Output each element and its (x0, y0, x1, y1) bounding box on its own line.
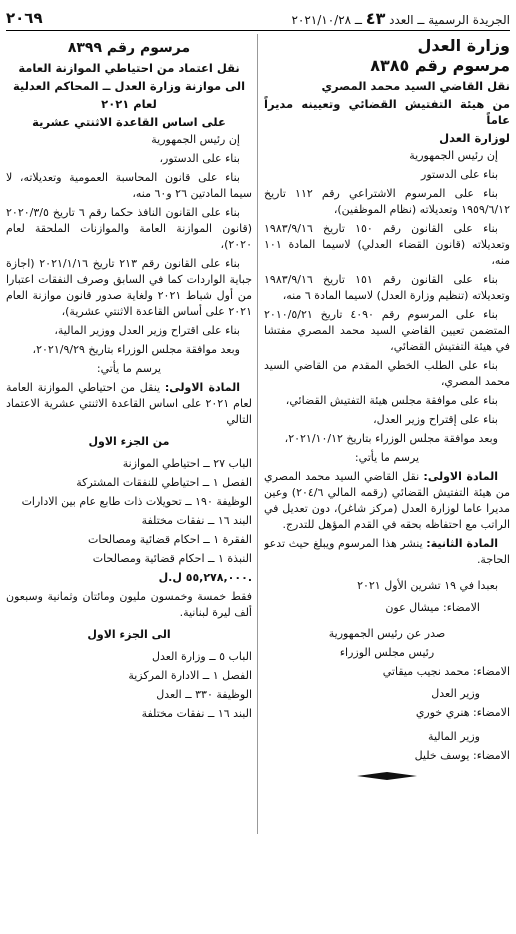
gazette-title: الجريدة الرسمية ــ العدد (389, 12, 510, 27)
preamble-line: بناء على إقتراح وزير العدل، (373, 413, 498, 426)
finance-minister-signature: الامضاء: يوسف خليل (414, 749, 510, 762)
preamble-line: بناء على المرسوم رقم ٤٠٩٠ تاريخ ٢٠١٠/٥/٢١ المتضمن تعيين القاضي السيد محمد المصري مفتشا في هيئة التفتيش القضائي، (264, 308, 510, 353)
section-end-ornament (357, 772, 417, 780)
article-label: المادة الثانية: (426, 537, 498, 550)
to-part-heading: الى الجزء الاول (87, 628, 171, 641)
issue-date: ــ ٢٠٢١/١٠/٢٨ (291, 12, 362, 27)
pm-title: رئيس مجلس الوزراء (339, 646, 435, 659)
article-1 (264, 469, 510, 533)
signing-date: بعبدا في ١٩ تشرين الأول ٢٠٢١ (357, 579, 498, 592)
preamble-line: إن رئيس الجمهورية (151, 133, 240, 146)
preamble-line: بناء على القانون رقم ٢١٣ تاريخ ٢٠٢١/١/١٦ (اجازة جباية الواردات كما في السابق وصرف النفقات اعتبارا من أول شباط ٢٠٢١ ولغاية صدور قانون موازنة العام ٢٠٢١ على أساس القاعدة الاثنتي عشرية)، (6, 257, 252, 318)
article-label: المادة الاولى: (164, 381, 240, 394)
preamble-line: بناء على القانون رقم ١٥١ تاريخ ١٩٨٣/٩/١٦ وتعديلاته (تنظيم وزارة العدل) لاسيما المادة ٦ منه، (264, 273, 510, 302)
running-header (291, 9, 510, 28)
decree-subject-line: الى موازنة وزارة العدل ــ المحاكم العدلية (12, 79, 246, 93)
ministry-heading: وزارة العدل (417, 36, 510, 55)
preamble-line: بناء على الدستور، (159, 152, 240, 165)
article-text: نقل القاضي السيد محمد المصري من هيئة التفتيش القضائي (رقمه المالي ٢٠٤/٦) وعين مديرا عاما لوزارة العدل (مركز شاغر)، دون تعديل في الراتب مع احتفاظه بحقه في القدم المؤهل للتدرج. (264, 470, 510, 531)
decree-title-8385: مرسوم رقم ٨٣٨٥ (370, 56, 510, 75)
page-number: ٢٠٦٩ (6, 9, 43, 27)
preamble-line: بناء على موافقة مجلس هيئة التفتيش القضائي، (285, 394, 498, 407)
justice-minister-signature: الامضاء: هنري خوري (415, 706, 510, 719)
decree-title-8399: مرسوم رقم ٨٣٩٩ (67, 40, 191, 56)
decrees-line: يرسم ما يأتي: (354, 451, 420, 464)
preamble-line: بناء على المرسوم الاشتراعي رقم ١١٢ تاريخ ١٩٥٩/٦/١٢ وتعديلاته (نظام الموظفين)، (264, 187, 510, 216)
article-text: ينقل من احتياطي الموازنة العامة لعام ٢٠٢١ على اساس القاعدة الاثنتي عشرية الاعتماد التالي (6, 381, 252, 426)
decree-subject-line: من هيئة التفتيش القضائي وتعيينه مديراً عاماً (264, 97, 510, 127)
preamble-line: بناء على القانون رقم ١٥٠ تاريخ ١٩٨٣/٩/١٦ وتعديلاته (قانون القضاء العدلي) لاسيما المادة ١٠١ منه، (264, 222, 510, 267)
preamble-line: بناء على قانون المحاسبة العمومية وتعديلاته، لا سيما المادتين ٢٦ و٦٠ منه، (6, 171, 252, 200)
budget-line: البند ١٦ ــ نفقات مختلفة (141, 707, 252, 720)
justice-minister-title: وزير العدل (431, 687, 480, 700)
budget-line: البند ١٦ ــ نفقات مختلفة (141, 514, 252, 527)
right-column (264, 36, 510, 780)
preamble-line: وبعد موافقة مجلس الوزراء بتاريخ ٢٠٢١/١٠/١٢، (284, 432, 498, 445)
preamble-line: بناء على الدستور (421, 168, 498, 181)
preamble-line: بناء على اقتراح وزير العدل ووزير المالية، (54, 324, 240, 337)
article-text: ينشر هذا المرسوم ويبلغ حيث تدعو الحاجة. (264, 537, 510, 566)
president-signature: الامضاء: ميشال عون (385, 601, 480, 614)
amount-in-words: فقط خمسة وخمسون مليون ومائتان وثمانية وسبعون ألف ليرة لبنانية. (6, 590, 252, 619)
budget-line: الفقرة ١ ــ احكام قضائية ومصالحات (87, 533, 252, 546)
preamble-line: وبعد موافقة مجلس الوزراء بتاريخ ٢٠٢١/٩/٢٩، (32, 343, 240, 356)
decree-subject-line: نقل القاضي السيد محمد المصري (321, 79, 510, 93)
decree-subject-line: لعام ٢٠٢١ (101, 97, 157, 111)
decrees-line: يرسم ما يأتي: (96, 362, 162, 375)
column-divider (257, 34, 258, 834)
preamble-line: بناء على الطلب الخطي المقدم من القاضي السيد محمد المصري، (264, 359, 510, 388)
article-2 (264, 536, 510, 568)
budget-line: الوظيفة ٣٣٠ ــ العدل (156, 688, 252, 701)
budget-line: الفصل ١ ــ احتياطي للنفقات المشتركة (76, 476, 252, 489)
issue-number: ٤٣ (365, 8, 386, 28)
budget-line: الباب ٢٧ ــ احتياطي الموازنة (122, 457, 252, 470)
decree-subject-line: نقل اعتماد من احتياطي الموازنة العامة (18, 61, 240, 75)
left-column (6, 36, 252, 725)
page-header (6, 6, 510, 31)
decree-subject-line: لوزارة العدل (439, 131, 510, 145)
pm-signature: الامضاء: محمد نجيب ميقاتي (382, 665, 510, 678)
article-label: المادة الاولى: (423, 470, 498, 483)
article-1 (6, 380, 252, 428)
decree-subject-line: على اساس القاعدة الاثنتي عشرية (32, 115, 226, 129)
finance-minister-title: وزير المالية (428, 730, 480, 743)
preamble-line: بناء على القانون النافذ حكما رقم ٦ تاريخ ٢٠٢٠/٣/٥ (قانون الموازنة العامة والموازنات الملحقة لعام ٢٠٢٠)، (6, 206, 252, 251)
from-part-heading: من الجزء الاول (88, 435, 170, 448)
preamble-line: إن رئيس الجمهورية (409, 149, 498, 162)
budget-line: الوظيفة ١٩٠ ــ تحويلات ذات طابع عام بين الادارات (21, 495, 252, 508)
transfer-amount: ٥٥,٢٧٨,٠٠٠ ل.ل. (158, 571, 252, 584)
issued-by: صدر عن رئيس الجمهورية (328, 627, 446, 640)
budget-line: الباب ٥ ــ وزارة العدل (151, 650, 252, 663)
budget-line: الفصل ١ ــ الادارة المركزية (128, 669, 252, 682)
budget-line: النبذة ١ ــ احكام قضائية ومصالحات (92, 552, 252, 565)
